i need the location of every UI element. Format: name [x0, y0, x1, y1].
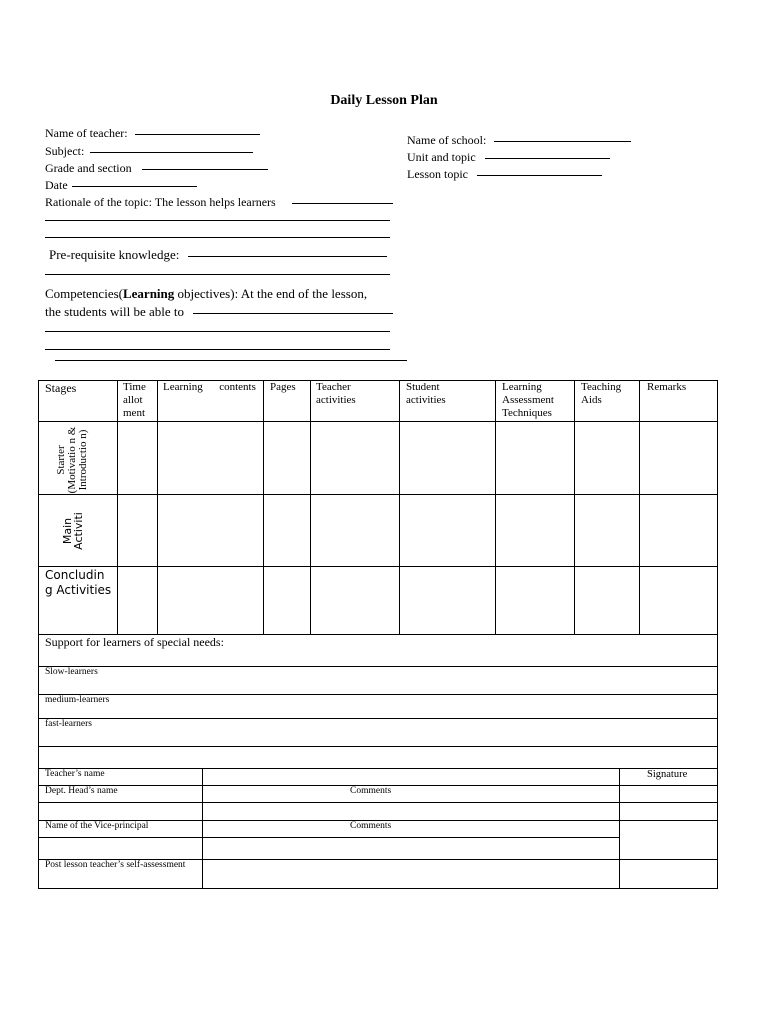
rationale-label: Rationale of the topic: The lesson helps learners — [45, 195, 276, 209]
support-fast: fast-learners — [45, 719, 92, 729]
prerequisite-line — [45, 274, 390, 275]
col-divider — [157, 380, 158, 634]
competencies-label-line2: the students will be able to — [45, 304, 185, 319]
row-divider — [38, 566, 718, 567]
signoff-comments-2: Comments — [350, 821, 392, 831]
competencies-line — [55, 360, 407, 361]
row-divider — [38, 746, 718, 747]
row-divider — [38, 768, 718, 769]
stage-main: Main Activiti — [61, 512, 85, 550]
header-student-activities: Student activities — [406, 381, 446, 406]
lesson-topic-blank[interactable] — [477, 175, 602, 176]
support-medium: medium-learners — [45, 695, 110, 705]
stage-starter: Starter (Motivatio n & Introductio n) — [55, 426, 89, 494]
support-title: Support for learners of special needs: — [45, 635, 224, 649]
prerequisite-label: Pre-requisite knowledge: — [49, 247, 180, 262]
subject-blank[interactable] — [90, 152, 253, 153]
signoff-comments-1: Comments — [350, 786, 392, 796]
subject-label: Subject: — [45, 144, 85, 158]
competencies-blank[interactable] — [193, 313, 393, 314]
competencies-label: Competencies(Learning objectives): At the end of the lesson, — [45, 286, 368, 301]
date-label: Date — [45, 178, 68, 192]
col-divider — [202, 768, 203, 889]
signoff-vice-principal: Name of the Vice-principal — [45, 821, 149, 831]
row-divider — [38, 837, 620, 838]
col-divider — [263, 380, 264, 634]
competencies-line — [45, 349, 390, 350]
rationale-blank[interactable] — [292, 203, 393, 204]
page-title: Daily Lesson Plan — [330, 93, 438, 108]
competencies-line — [45, 331, 390, 332]
row-divider — [38, 421, 718, 422]
header-pages: Pages — [270, 381, 296, 393]
col-divider — [310, 380, 311, 634]
teacher-name-label: Name of teacher: — [45, 126, 128, 140]
signoff-signature: Signature — [647, 769, 688, 780]
header-teaching-aids: Teaching Aids — [581, 381, 622, 406]
teacher-name-blank[interactable] — [135, 134, 260, 135]
row-divider — [38, 694, 718, 695]
stage-concluding: Concludin g Activities — [45, 568, 112, 597]
signoff-dept-head: Dept. Head’s name — [45, 786, 118, 796]
grade-section-blank[interactable] — [142, 169, 268, 170]
rationale-line — [45, 220, 390, 221]
col-divider — [574, 380, 575, 634]
signoff-self-assessment: Post lesson teacher’s self-assessment — [45, 860, 186, 870]
row-divider — [38, 494, 718, 495]
grade-section-label: Grade and section — [45, 161, 132, 175]
rationale-line — [45, 237, 390, 238]
header-learning-contents: Learning contents — [163, 381, 256, 393]
prerequisite-blank[interactable] — [188, 256, 387, 257]
col-divider — [639, 380, 640, 634]
unit-topic-label: Unit and topic — [407, 150, 476, 164]
support-slow: Slow-learners — [45, 667, 98, 677]
unit-topic-blank[interactable] — [485, 158, 610, 159]
header-time: Time allot ment — [123, 381, 146, 419]
row-divider — [38, 802, 718, 803]
date-blank[interactable] — [72, 186, 197, 187]
col-divider — [117, 380, 118, 634]
row-divider — [38, 718, 718, 719]
school-name-label: Name of school: — [407, 133, 487, 147]
col-divider — [399, 380, 400, 634]
school-name-blank[interactable] — [494, 141, 631, 142]
header-assessment: Learning Assessment Techniques — [502, 381, 554, 419]
header-stages: Stages — [45, 381, 77, 395]
header-teacher-activities: Teacher activities — [316, 381, 356, 406]
col-divider — [495, 380, 496, 634]
header-remarks: Remarks — [647, 381, 687, 393]
row-divider — [38, 666, 718, 667]
signoff-teacher-name: Teacher’s name — [45, 769, 105, 779]
lesson-topic-label: Lesson topic — [407, 167, 468, 181]
col-divider — [619, 768, 620, 889]
